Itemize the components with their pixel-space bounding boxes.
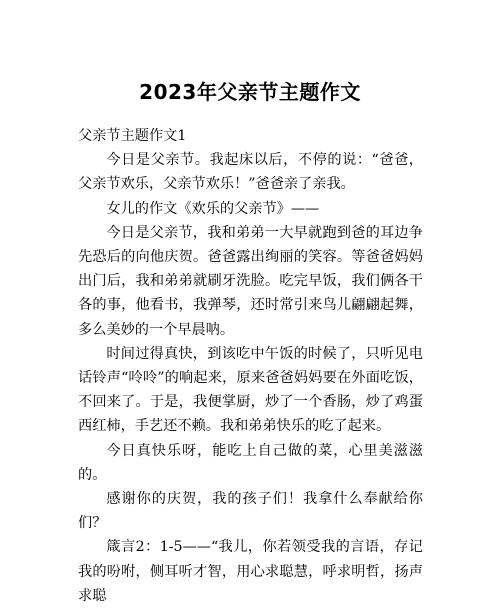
document-paragraph: 时间过得真快，到该吃中午饭的时候了，只听见电话铃声“呤呤”的响起来，原来爸爸妈妈要在外面吃饭，不回来了。于是，我便掌厨，炒了一个香肠，炒了鸡蛋西红柿，手艺还不赖。我和弟弟快乐的吃了起来。: [78, 345, 423, 435]
document-paragraph: 今日真快乐呀，能吃上自己做的菜，心里美滋滋的。: [78, 442, 423, 483]
document-paragraph: 今日是父亲节。我起床以后，不停的说：“爸爸，父亲节欢乐，父亲节欢乐！”爸爸亲了亲我。: [78, 152, 423, 193]
document-paragraph: 箴言2：1-5——“我儿，你若领受我的言语，存记我的吩咐，侧耳听才智，用心求聪慧，呼求明哲，扬声求聪: [78, 539, 423, 604]
document-paragraph: 女儿的作文《欢乐的父亲节》——: [106, 200, 320, 217]
document-title: 2023年父亲节主题作文: [139, 80, 361, 104]
document-paragraph: 感谢你的庆贺，我的孩子们！我拿什么奉献给你们？: [78, 491, 423, 532]
document-paragraph: 父亲节主题作文1: [78, 128, 187, 144]
document-body: [78, 124, 423, 608]
document-paragraph: 今日是父亲节，我和弟弟一大早就跑到爸的耳边争先恐后的向他庆贺。爸爸露出绚丽的笑容。等爸爸妈妈出门后，我和弟弟就刷牙洗脸。吃完早饭，我们俩各干各的事，他看书，我弹琴，还时常引来鸟儿翩翩起舞，多么美妙的一个早晨呐。: [78, 224, 423, 338]
